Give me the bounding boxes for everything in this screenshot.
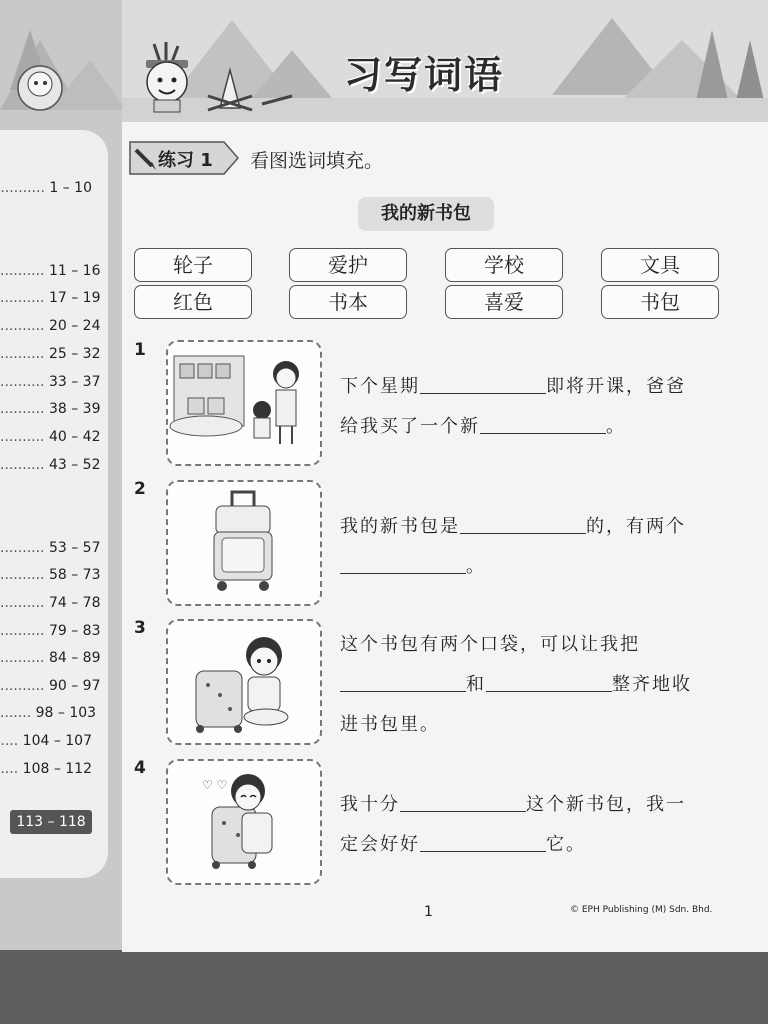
toc-entry[interactable]: .......... 53 – 57 xyxy=(0,540,101,556)
page-title: 习写词语 xyxy=(344,53,505,97)
word-bank-item[interactable]: 爱护 xyxy=(289,248,407,282)
word-bank-item[interactable]: 书本 xyxy=(289,285,407,319)
toc-entry[interactable]: .......... 79 – 83 xyxy=(0,623,101,639)
toc-entry[interactable]: .......... 33 – 37 xyxy=(0,374,101,390)
toc-entry[interactable]: .... 108 – 112 xyxy=(0,761,92,777)
answer-blank[interactable] xyxy=(340,553,466,574)
toc-entry[interactable]: .......... 84 – 89 xyxy=(0,650,101,666)
toc-entry[interactable]: .......... 1 – 10 xyxy=(0,180,92,196)
mountain-scene-left xyxy=(0,0,126,130)
answer-blank[interactable] xyxy=(400,791,526,812)
word-bank-item[interactable]: 书包 xyxy=(601,285,719,319)
answer-blank[interactable] xyxy=(420,373,546,394)
answer-blank[interactable] xyxy=(480,413,606,434)
toc-entry[interactable]: .......... 20 – 24 xyxy=(0,318,101,334)
question-number: 4 xyxy=(134,758,146,778)
svg-text:♡ ♡: ♡ ♡ xyxy=(202,778,228,792)
question-number: 2 xyxy=(134,479,146,499)
question-4-line-1: 我十分 这个新书包，我一 xyxy=(340,790,686,816)
word-bank-item[interactable]: 文具 xyxy=(601,248,719,282)
page-number: 1 xyxy=(424,904,433,920)
boy-mascot-icon xyxy=(132,40,202,112)
toc-entry[interactable]: .......... 90 – 97 xyxy=(0,678,101,694)
exercise-label: 练习 1 xyxy=(158,150,213,171)
question-number: 3 xyxy=(134,618,146,638)
copyright-notice: © EPH Publishing (M) Sdn. Bhd. xyxy=(570,905,713,915)
passage-title: 我的新书包 xyxy=(358,197,494,231)
question-2-line-2: 。 xyxy=(340,552,486,578)
question-1-line-2: 给我买了一个新 。 xyxy=(340,412,626,438)
word-bank-item[interactable]: 轮子 xyxy=(134,248,252,282)
answer-blank[interactable] xyxy=(340,671,466,692)
question-3-line-3: 进书包里。 xyxy=(340,714,440,735)
word-bank-item[interactable]: 学校 xyxy=(445,248,563,282)
toc-entry[interactable]: .......... 25 – 32 xyxy=(0,346,101,362)
toc-entry[interactable]: .......... 38 – 39 xyxy=(0,401,101,417)
instruction-text: 看图选词填充。 xyxy=(250,150,384,172)
question-2-line-1: 我的新书包是 的，有两个 xyxy=(340,512,686,538)
question-3-line-1: 这个书包有两个口袋，可以让我把 xyxy=(340,634,640,655)
toc-entry[interactable]: .... 104 – 107 xyxy=(0,733,92,749)
toc-entry[interactable]: .......... 11 – 16 xyxy=(0,263,101,279)
toc-entry[interactable]: .......... 58 – 73 xyxy=(0,567,101,583)
question-number: 1 xyxy=(134,340,146,360)
answer-blank[interactable] xyxy=(486,671,612,692)
question-2-illustration xyxy=(166,480,322,606)
question-3-illustration xyxy=(166,619,322,745)
toc-entry[interactable]: .......... 40 – 42 xyxy=(0,429,101,445)
question-3-line-2: 和 整齐地收 xyxy=(340,670,692,696)
toc-entry[interactable]: ....... 98 – 103 xyxy=(0,705,97,721)
word-bank-item[interactable]: 喜爱 xyxy=(445,285,563,319)
question-4-illustration xyxy=(166,759,322,885)
question-4-line-2: 定会好好 它。 xyxy=(340,830,586,856)
toc-entry[interactable]: .......... 43 – 52 xyxy=(0,457,101,473)
toc-entry[interactable]: .......... 17 – 19 xyxy=(0,290,101,306)
word-bank-item[interactable]: 红色 xyxy=(134,285,252,319)
question-1-illustration xyxy=(166,340,322,466)
toc-entry[interactable]: .......... 74 – 78 xyxy=(0,595,101,611)
answer-blank[interactable] xyxy=(420,831,546,852)
toc-current-entry[interactable]: 113 – 118 xyxy=(10,810,92,834)
question-1-line-1: 下个星期 即将开课，爸爸 xyxy=(340,372,686,398)
answer-blank[interactable] xyxy=(460,513,586,534)
